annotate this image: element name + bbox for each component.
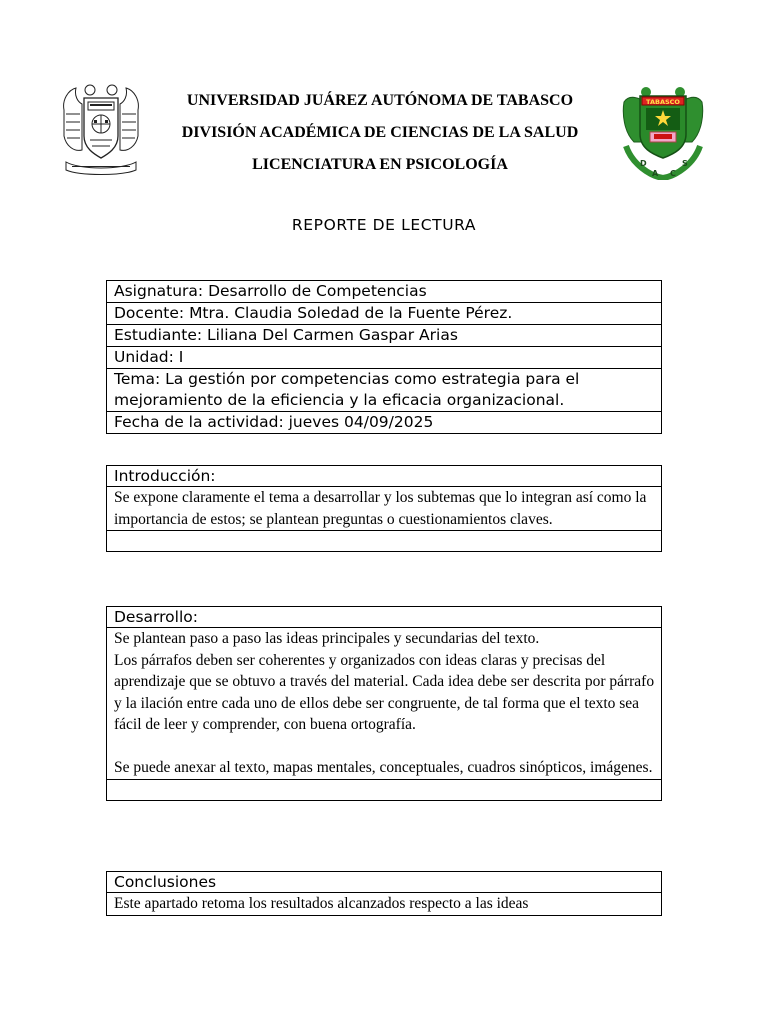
fecha-cell: Fecha de la actividad: jueves 04/09/2025 [107, 412, 662, 434]
right-logo-banner: TABASCO [646, 98, 680, 106]
program-name: LICENCIATURA EN PSICOLOGÍA [252, 156, 508, 173]
report-title: REPORTE DE LECTURA [291, 216, 477, 234]
conclusiones-heading: Conclusiones [107, 872, 662, 893]
right-logo-letter-c: C [670, 169, 676, 178]
university-name: UNIVERSIDAD JUÁREZ AUTÓNOMA DE TABASCO [186, 92, 574, 109]
table-row [107, 487, 662, 531]
table-row [107, 531, 662, 552]
table-row [107, 779, 662, 800]
division-name: DIVISIÓN ACADÉMICA DE CIENCIAS DE LA SALUD [181, 124, 579, 141]
desarrollo-table [106, 606, 662, 801]
table-row [107, 893, 662, 916]
table-row [107, 412, 662, 434]
introduccion-body: Se expone claramente el tema a desarrollar y los subtemas que lo integran así como la importancia de estos; se plantean preguntas o cuestionamientos claves. [107, 487, 662, 531]
estudiante-cell: Estudiante: Liliana Del Carmen Gaspar Arias [107, 325, 662, 347]
conclusiones-body: Este apartado retoma los resultados alcanzados respecto a las ideas [107, 893, 662, 916]
conclusiones-table [106, 871, 662, 916]
tema-cell: Tema: La gestión por competencias como estrategia para el mejoramiento de la eficiencia y la eficacia organizacional. [107, 369, 662, 412]
right-logo-letter-d: D [640, 159, 647, 168]
right-logo-letter-s: S [682, 159, 688, 168]
table-row [107, 369, 662, 412]
table-row [107, 281, 662, 303]
right-logo-letter-a: A [652, 169, 659, 178]
desarrollo-paragraph-2: Se puede anexar al texto, mapas mentales, conceptuales, cuadros sinópticos, imágenes. [114, 759, 653, 776]
introduccion-heading: Introducción: [107, 466, 662, 487]
introduccion-table [106, 465, 662, 552]
docente-cell: Docente: Mtra. Claudia Soledad de la Fuente Pérez. [107, 303, 662, 325]
asignatura-cell: Asignatura: Desarrollo de Competencias [107, 281, 662, 303]
unidad-cell: Unidad: I [107, 347, 662, 369]
table-row [107, 325, 662, 347]
table-row [107, 347, 662, 369]
table-row [107, 872, 662, 893]
table-row [107, 466, 662, 487]
desarrollo-empty-cell [107, 779, 662, 800]
table-row [107, 607, 662, 628]
table-row [107, 628, 662, 780]
table-row [107, 303, 662, 325]
desarrollo-heading: Desarrollo: [107, 607, 662, 628]
desarrollo-paragraph-1: Los párrafos deben ser coherentes y organizados con ideas claras y precisas del aprendizaje que se obtuvo a través del material. Cada idea debe ser descrita por párrafo y la ilación entre cada uno de ellos debe ser congruente, de tal forma que el texto sea fácil de leer y comprender, con buena ortografía. [114, 651, 655, 733]
info-table [106, 280, 662, 434]
desarrollo-line-1: Se plantean paso a paso las ideas principales y secundarias del texto. [114, 630, 540, 647]
introduccion-empty-cell [107, 531, 662, 552]
desarrollo-body [107, 628, 662, 780]
